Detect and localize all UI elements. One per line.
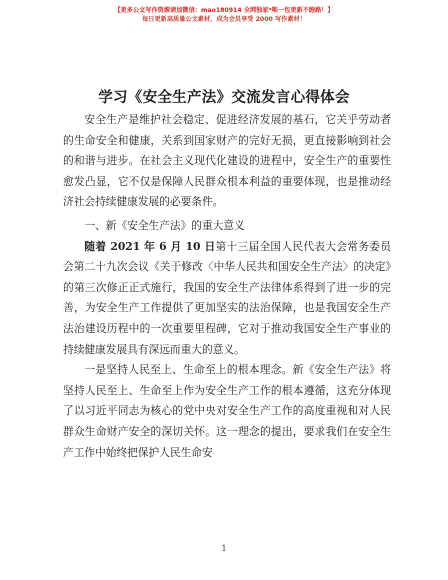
document-body: [63, 110, 391, 463]
intro-paragraph: 安全生产是维护社会稳定、促进经济发展的基石，它关乎劳动者的生命安全和健康，关系到国家财产的完好无损，更直接影响到社会的和谐与进步。在社会主义现代化建设的进程中，安全生产的重要性愈发凸显，它不仅是保障人民群众根本利益的重要体现，也是推动经济社会持续健康发展的必要条件。: [63, 113, 391, 209]
promo-banner-line-1: 【更多公文写作资源请加微信：mao180914 全网独家*唯一包更新不跑路！】: [114, 7, 334, 14]
paragraph-text: 第十三届全国人民代表大会常务委员会第二十九次会议《关于修改〈中华人民共和国安全生产法〉的决定》的第三次修正正式施行，我国的安全生产法律体系得到了进一步的完善，为安全生产工作提供了更加坚实的法治保障，也是我国安全生产法治建设历程中的一次重要里程碑，它对于推动我国安全生产事业的持续健康发展具有深远而重大的意义。: [63, 239, 391, 356]
promo-banner: [0, 6, 448, 24]
page-number: 1: [221, 544, 227, 553]
document-title: 学习《安全生产法》交流发言心得体会: [98, 89, 350, 106]
section-heading: 一、新《安全生产法》的重大意义: [84, 218, 245, 232]
principle-paragraph: 一是坚持人民至上、生命至上的根本理念。新《安全生产法》将坚持人民至上、生命至上作为安全生产工作的根本遵循，这充分体现了以习近平同志为核心的党中央对安全生产工作的高度重视和对人民群众生命财产安全的深切关怀。这一理念的提出，要求我们在安全生产工作中始终把保护人民生命安: [63, 363, 391, 459]
promo-banner-line-2: 每日更新高质量公文素材，成为会员享受 2000 写作素材！: [142, 16, 306, 23]
significance-paragraph: [63, 237, 391, 361]
paragraph-lead-date: 随着 2021 年 6 月 10 日: [84, 239, 216, 253]
